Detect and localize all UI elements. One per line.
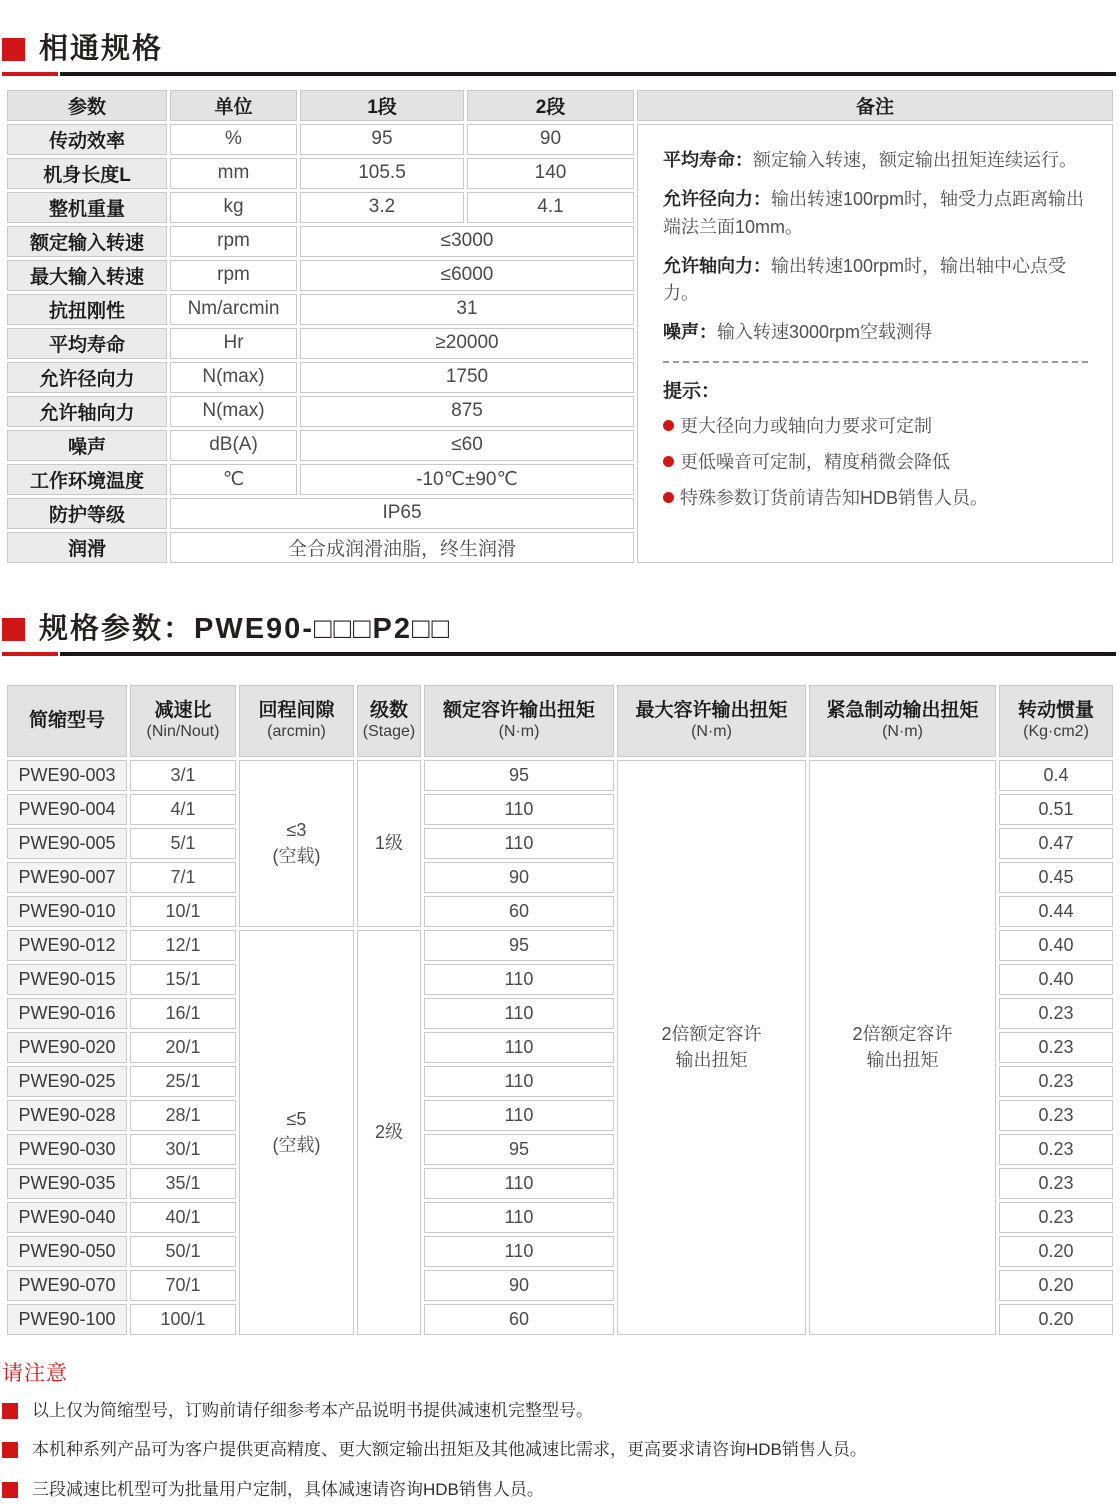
backlash-group-cell: ≤3 (空载) [239,760,354,927]
note-item [663,319,1088,347]
unit-value: rpm [170,226,297,257]
torque-cell: 110 [424,964,614,995]
torque-cell: 110 [424,794,614,825]
inertia-cell: 0.4 [999,760,1113,791]
ratio-cell: 15/1 [130,964,236,995]
red-square-bullet-icon [2,1482,18,1498]
inertia-cell: 0.47 [999,828,1113,859]
inertia-cell: 0.23 [999,1168,1113,1199]
caution-item [2,1401,1116,1421]
model-cell: PWE90-030 [7,1134,127,1165]
inertia-cell: 0.23 [999,1066,1113,1097]
model-spec-table [4,682,1116,1338]
model-cell: PWE90-016 [7,998,127,1029]
full-span-value: IP65 [170,498,634,529]
param-label: 额定输入转速 [7,226,167,257]
backlash-group-cell: ≤5 (空载) [239,930,354,1335]
notes-panel [637,124,1113,563]
unit-value: ℃ [170,464,297,495]
caution-text: 本机种系列产品可为客户提供更高精度、更大额定输出扭矩及其他减速比需求，更高要求请咨询HDB销售人员。 [32,1440,867,1460]
inertia-cell: 0.23 [999,1032,1113,1063]
unit-value: N(max) [170,362,297,393]
ratio-cell: 35/1 [130,1168,236,1199]
col-header-backlash: 回程间隙 (arcmin) [239,685,354,757]
ratio-cell: 5/1 [130,828,236,859]
ratio-cell: 16/1 [130,998,236,1029]
torque-cell: 110 [424,1066,614,1097]
col-header-model: 简缩型号 [7,685,127,757]
section-rule-red-segment [2,72,58,76]
inertia-cell: 0.20 [999,1270,1113,1301]
torque-cell: 110 [424,1100,614,1131]
col-header-stage: 级数 (Stage) [357,685,421,757]
brake-torque-group-cell: 2倍额定容许 输出扭矩 [809,760,996,1335]
param-label: 机身长度L [7,158,167,189]
torque-cell: 95 [424,760,614,791]
caution-item [2,1480,1116,1500]
model-cell: PWE90-040 [7,1202,127,1233]
inertia-cell: 0.23 [999,1100,1113,1131]
torque-cell: 110 [424,1032,614,1063]
col-header-seg1: 1段 [300,90,464,121]
model-cell: PWE90-035 [7,1168,127,1199]
ratio-cell: 20/1 [130,1032,236,1063]
caution-text: 三段减速比机型可为批量用户定制，具体减速请咨询HDB销售人员。 [32,1479,544,1499]
col-header-max-torque: 最大容许输出扭矩 (N·m) [617,685,806,757]
ratio-cell: 4/1 [130,794,236,825]
table-header-row [7,90,1113,121]
torque-cell: 110 [424,1168,614,1199]
common-spec-table [4,87,1116,566]
bullet-dot-icon [663,492,674,503]
footer-notes [2,1357,1116,1500]
stage-group-cell: 1级 [357,760,421,927]
model-cell: PWE90-005 [7,828,127,859]
unit-value: mm [170,158,297,189]
col-header-brake-torque: 紧急制动输出扭矩 (N·m) [809,685,996,757]
red-square-marker-icon [2,618,25,641]
torque-cell: 110 [424,1202,614,1233]
unit-value: Nm/arcmin [170,294,297,325]
torque-cell: 60 [424,1304,614,1335]
model-spec-section [0,566,1120,1338]
table-header-row [7,685,1113,757]
tip-text: 特殊参数订货前请告知HDB销售人员。 [680,488,989,509]
torque-cell: 110 [424,1236,614,1267]
col-header-rated-torque: 额定容许输出扭矩 (N·m) [424,685,614,757]
shared-value: 31 [300,294,634,325]
ratio-cell: 12/1 [130,930,236,961]
inertia-cell: 0.20 [999,1304,1113,1335]
param-label: 噪声 [7,430,167,461]
tip-item [663,412,1088,438]
model-cell: PWE90-003 [7,760,127,791]
ratio-cell: 30/1 [130,1134,236,1165]
unit-value: % [170,124,297,155]
model-cell: PWE90-015 [7,964,127,995]
inertia-cell: 0.40 [999,964,1113,995]
seg2-value: 140 [467,158,634,189]
stage-group-cell: 2级 [357,930,421,1335]
table-row [7,124,1113,155]
tips-title: 提示： [663,381,721,403]
param-label: 整机重量 [7,192,167,223]
section-rule [60,652,1116,656]
unit-value: dB(A) [170,430,297,461]
section-heading [2,566,1116,646]
torque-cell: 95 [424,930,614,961]
note-text: 额定输入转速，额定输出扭矩连续运行。 [753,149,1077,170]
red-square-bullet-icon [2,1403,18,1419]
tip-text: 更低噪音可定制，精度稍微会降低 [680,452,950,473]
max-torque-group-cell: 2倍额定容许 输出扭矩 [617,760,806,1335]
caution-text: 以上仅为简缩型号，订购前请仔细参考本产品说明书提供减速机完整型号。 [32,1400,593,1420]
seg2-value: 90 [467,124,634,155]
section-rule-red-segment [2,652,58,656]
col-header-param: 参数 [7,90,167,121]
torque-cell: 60 [424,896,614,927]
note-term: 平均寿命： [663,149,753,170]
note-item [663,186,1088,242]
full-span-value: 全合成润滑油脂，终生润滑 [170,532,634,563]
model-cell: PWE90-025 [7,1066,127,1097]
inertia-cell: 0.23 [999,1202,1113,1233]
model-cell: PWE90-100 [7,1304,127,1335]
shared-value: ≥20000 [300,328,634,359]
note-term: 允许径向力： [663,188,771,209]
unit-value: N(max) [170,396,297,427]
param-label: 传动效率 [7,124,167,155]
param-label: 抗扭刚性 [7,294,167,325]
torque-cell: 90 [424,1270,614,1301]
shared-value: 875 [300,396,634,427]
note-text: 输出转速100rpm时，轴受力点距离输出端法兰面10mm。 [663,188,1085,237]
shared-value: ≤60 [300,430,634,461]
model-cell: PWE90-012 [7,930,127,961]
note-text: 输入转速3000rpm空载测得 [717,322,933,343]
param-label: 允许轴向力 [7,396,167,427]
seg2-value: 4.1 [467,192,634,223]
model-cell: PWE90-007 [7,862,127,893]
model-cell: PWE90-020 [7,1032,127,1063]
dashed-divider [663,361,1088,363]
table-row [7,760,1113,791]
section-rule [60,72,1116,76]
note-text: 输出转速100rpm时，输出轴中心点受力。 [663,255,1067,304]
torque-cell: 90 [424,862,614,893]
tip-item [663,448,1088,474]
inertia-cell: 0.44 [999,896,1113,927]
col-header-inertia: 转动惯量 (Kg·cm2) [999,685,1113,757]
note-term: 允许轴向力： [663,255,771,276]
shared-value: 1750 [300,362,634,393]
note-term: 噪声： [663,322,717,343]
common-spec-section [0,0,1120,566]
ratio-cell: 25/1 [130,1066,236,1097]
seg1-value: 95 [300,124,464,155]
inertia-cell: 0.20 [999,1236,1113,1267]
bullet-dot-icon [663,420,674,431]
ratio-cell: 7/1 [130,862,236,893]
torque-cell: 95 [424,1134,614,1165]
inertia-cell: 0.45 [999,862,1113,893]
section-title: 规格参数：PWE90-□□□P2□□ [39,612,452,645]
param-label: 润滑 [7,532,167,563]
col-header-ratio: 减速比 (Nin/Nout) [130,685,236,757]
torque-cell: 110 [424,998,614,1029]
tip-text: 更大径向力或轴向力要求可定制 [680,416,932,437]
inertia-cell: 0.51 [999,794,1113,825]
red-square-marker-icon [2,38,25,61]
model-cell: PWE90-004 [7,794,127,825]
ratio-cell: 70/1 [130,1270,236,1301]
torque-cell: 110 [424,828,614,859]
param-label: 工作环境温度 [7,464,167,495]
inertia-cell: 0.23 [999,1134,1113,1165]
unit-value: Hr [170,328,297,359]
ratio-cell: 28/1 [130,1100,236,1131]
col-header-notes: 备注 [637,90,1113,121]
shared-value: -10℃±90℃ [300,464,634,495]
model-cell: PWE90-050 [7,1236,127,1267]
caution-item [2,1440,1116,1460]
note-item [663,253,1088,309]
seg1-value: 105.5 [300,158,464,189]
shared-value: ≤3000 [300,226,634,257]
param-label: 防护等级 [7,498,167,529]
unit-value: kg [170,192,297,223]
col-header-seg2: 2段 [467,90,634,121]
unit-value: rpm [170,260,297,291]
red-square-bullet-icon [2,1442,18,1458]
ratio-cell: 50/1 [130,1236,236,1267]
model-cell: PWE90-010 [7,896,127,927]
ratio-cell: 10/1 [130,896,236,927]
shared-value: ≤6000 [300,260,634,291]
param-label: 允许径向力 [7,362,167,393]
seg1-value: 3.2 [300,192,464,223]
inertia-cell: 0.40 [999,930,1113,961]
section-title: 相通规格 [39,33,164,65]
ratio-cell: 100/1 [130,1304,236,1335]
section-heading [2,0,1116,66]
param-label: 平均寿命 [7,328,167,359]
ratio-cell: 40/1 [130,1202,236,1233]
inertia-cell: 0.23 [999,998,1113,1029]
caution-title: 请注意 [2,1361,68,1385]
bullet-dot-icon [663,456,674,467]
ratio-cell: 3/1 [130,760,236,791]
model-cell: PWE90-028 [7,1100,127,1131]
model-cell: PWE90-070 [7,1270,127,1301]
col-header-unit: 单位 [170,90,297,121]
note-item [663,147,1088,175]
tip-item [663,484,1088,510]
param-label: 最大输入转速 [7,260,167,291]
